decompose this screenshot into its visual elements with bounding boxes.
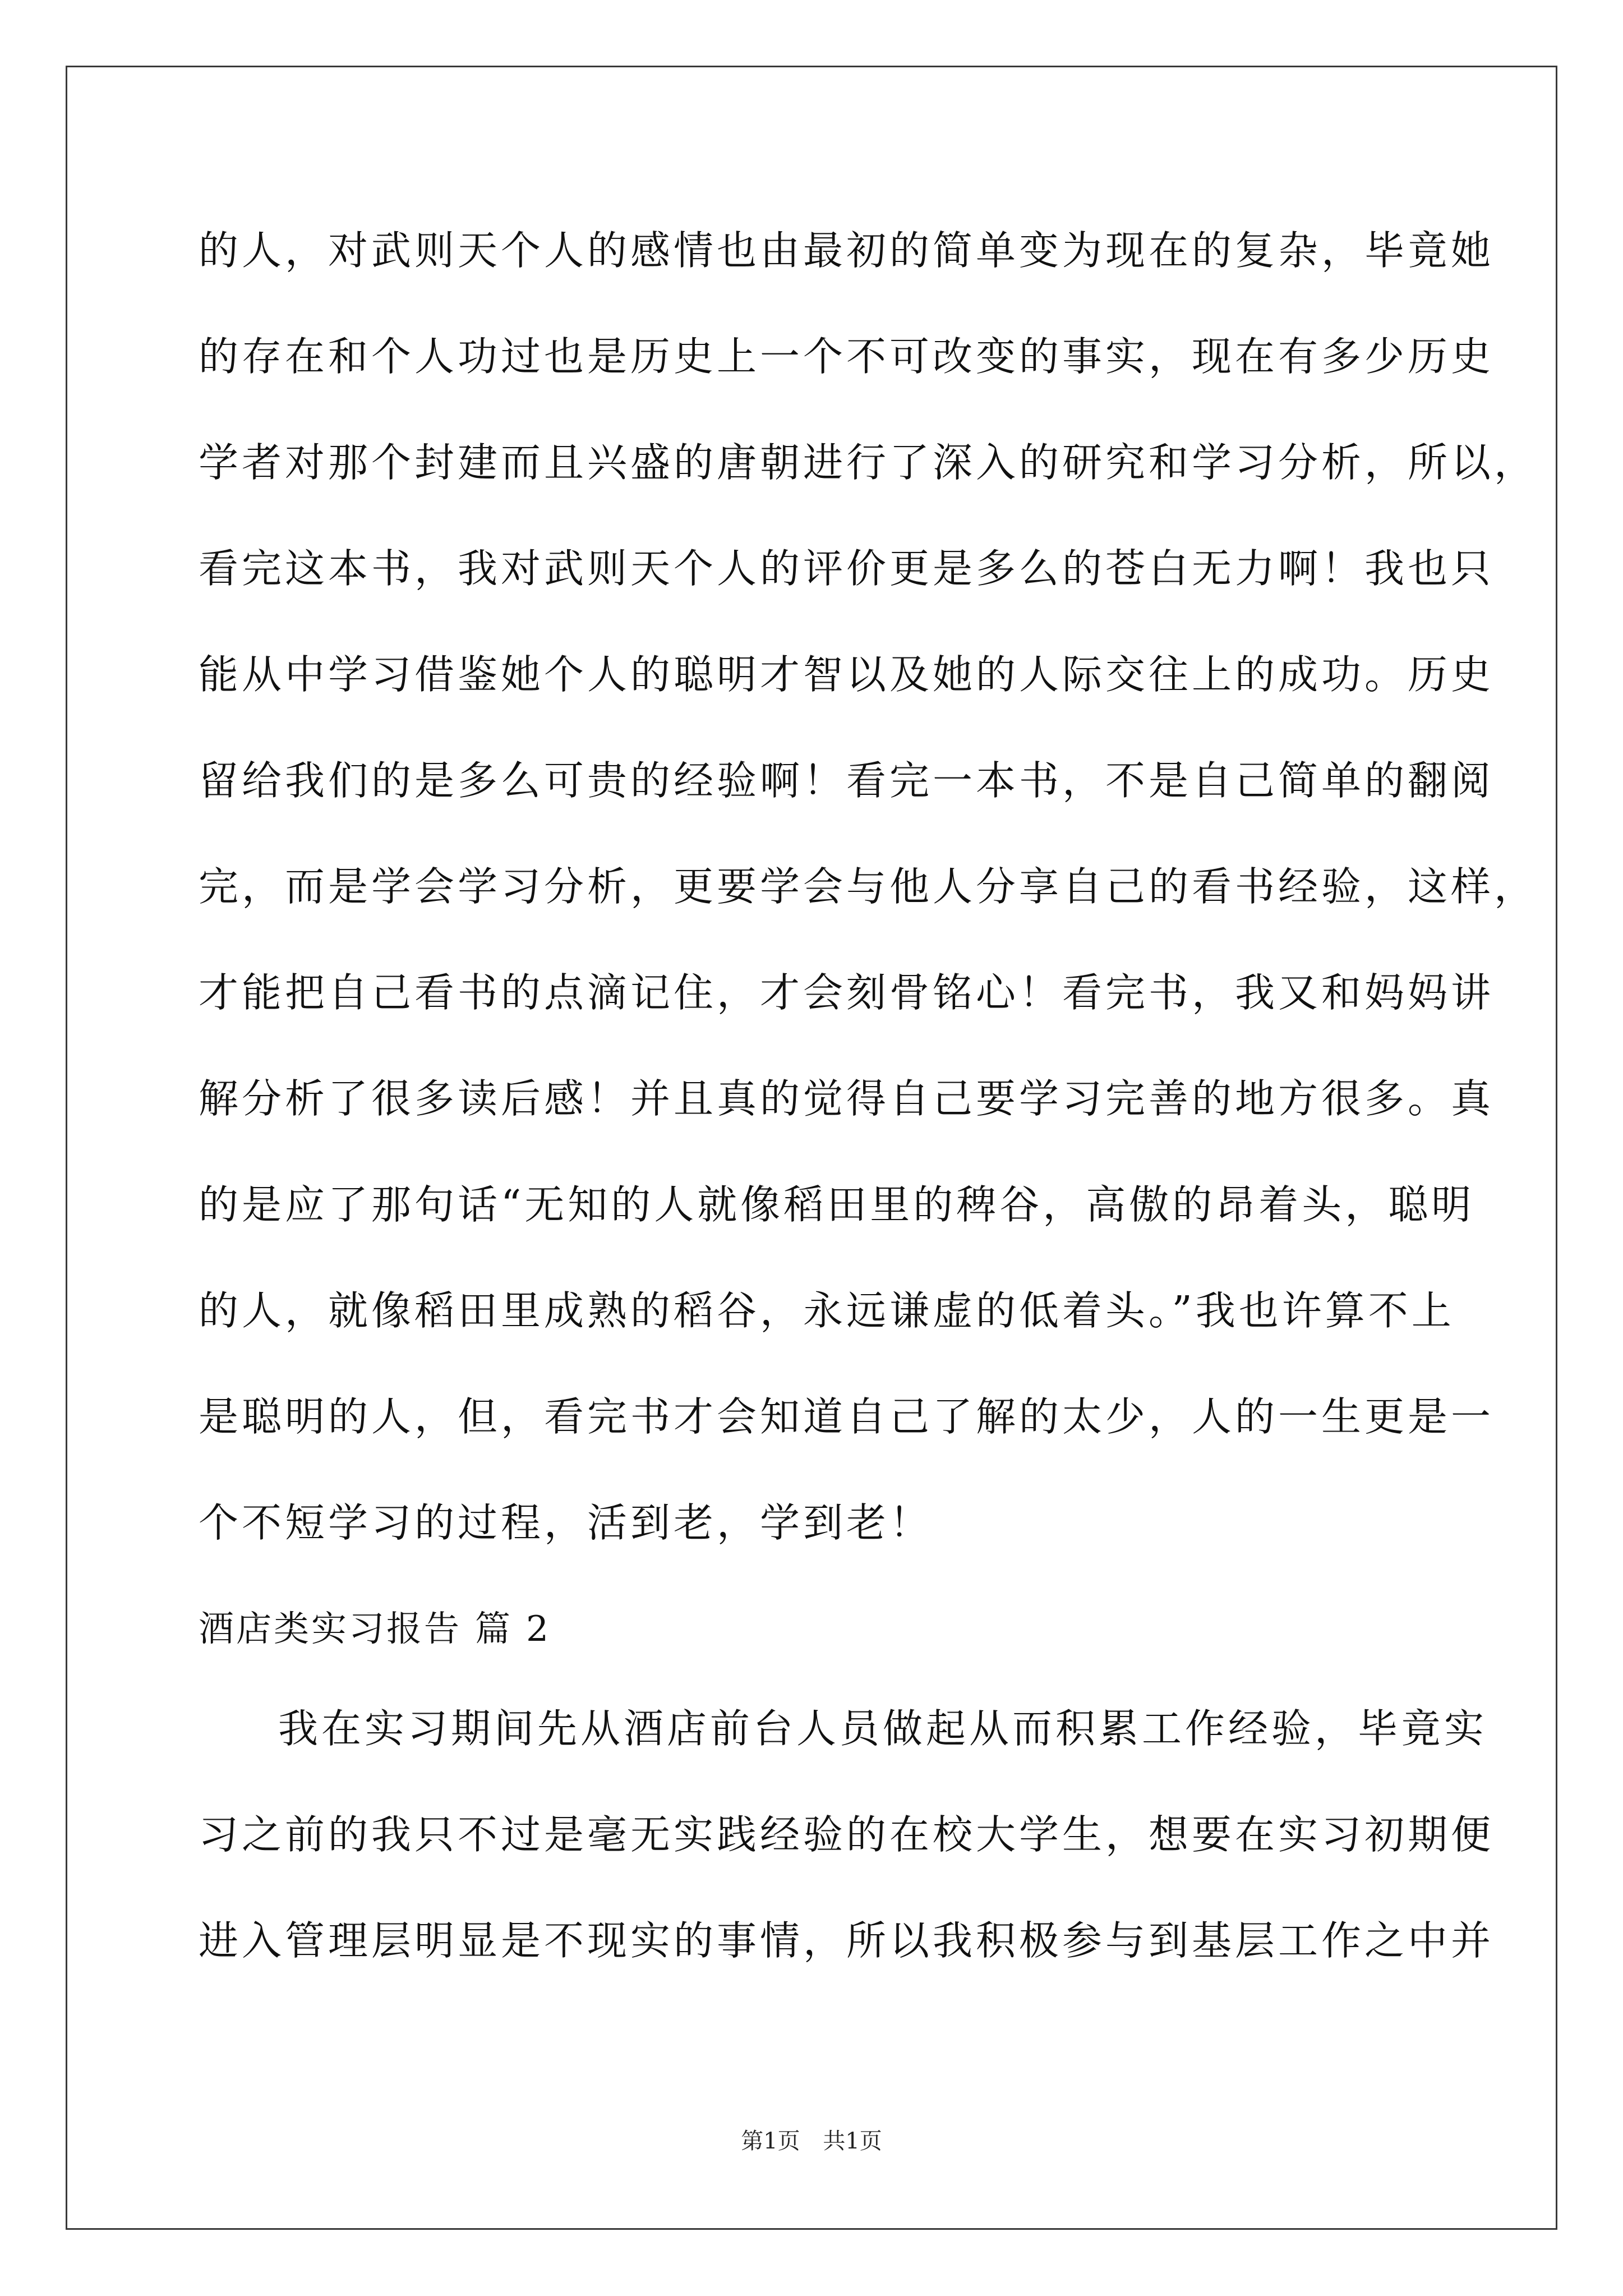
text-line: 是聪明的人，但，看完书才会知道自己了解的太少，人的一生更是一 xyxy=(199,1393,1495,1440)
page-footer xyxy=(0,2123,1623,2155)
page-number: 第1页 xyxy=(741,2128,800,2154)
document-body xyxy=(199,214,1538,2010)
text-line: 的人，就像稻田里成熟的稻谷，永远谦虚的低着头。”我也许算不上 xyxy=(199,1287,1455,1334)
text-line: 完，而是学会学习分析，更要学会与他人分享自己的看书经验，这样， xyxy=(199,863,1538,910)
text-line: 进入管理层明显是不现实的事情，所以我积极参与到基层工作之中并 xyxy=(199,1917,1495,1964)
text-line: 才能把自己看书的点滴记住，才会刻骨铭心！看完书，我又和妈妈讲 xyxy=(199,969,1495,1016)
text-line: 的人，对武则天个人的感情也由最初的简单变为现在的复杂，毕竟她 xyxy=(199,227,1495,274)
text-line: 看完这本书，我对武则天个人的评价更是多么的苍白无力啊！我也只 xyxy=(199,545,1495,592)
text-line: 我在实习期间先从酒店前台人员做起从而积累工作经验，毕竟实 xyxy=(278,1705,1488,1752)
text-line: 解分析了很多读后感！并且真的觉得自己要学习完善的地方很多。真 xyxy=(199,1075,1495,1122)
page-total: 共1页 xyxy=(823,2128,882,2154)
text-line: 留给我们的是多么可贵的经验啊！看完一本书，不是自己简单的翻阅 xyxy=(199,757,1495,804)
text-line: 的存在和个人功过也是历史上一个不可改变的事实，现在有多少历史 xyxy=(199,333,1495,380)
text-line: 学者对那个封建而且兴盛的唐朝进行了深入的研究和学习分析，所以， xyxy=(199,439,1538,486)
text-line: 个不短学习的过程，活到老，学到老！ xyxy=(199,1499,933,1546)
section-heading: 酒店类实习报告 篇 2 xyxy=(199,1608,551,1649)
text-line: 的是应了那句话“无知的人就像稻田里的稗谷，高傲的昂着头，聪明 xyxy=(199,1181,1475,1228)
text-line: 习之前的我只不过是毫无实践经验的在校大学生，想要在实习初期便 xyxy=(199,1811,1495,1858)
text-line: 能从中学习借鉴她个人的聪明才智以及她的人际交往上的成功。历史 xyxy=(199,651,1495,698)
